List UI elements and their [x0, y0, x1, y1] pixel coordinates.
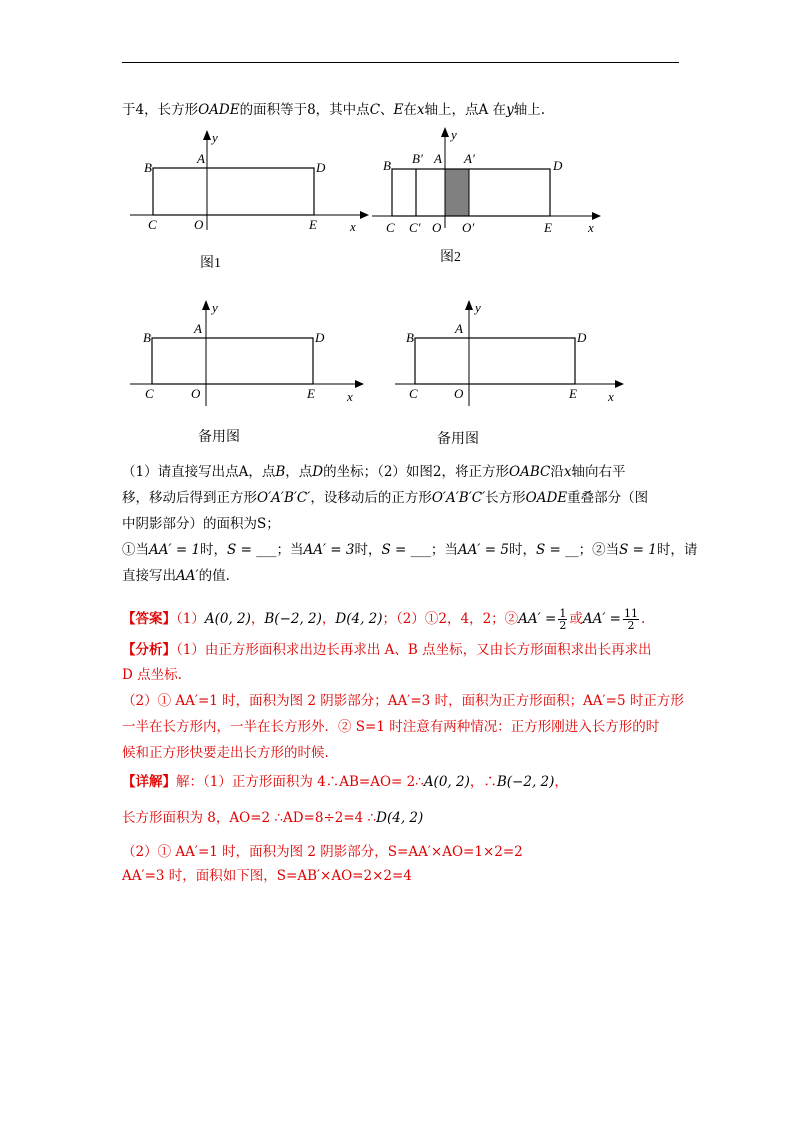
intro-y: y	[506, 102, 514, 118]
figure-1	[120, 130, 380, 275]
question-text: 移，移动后得到正方形	[122, 490, 257, 506]
fig2-label-c: C	[386, 220, 395, 235]
question-text: 时，	[200, 542, 228, 558]
question-text: 沿	[550, 464, 564, 480]
question-text: ，点	[285, 464, 313, 480]
fig1-label-y: y	[212, 130, 218, 145]
detail-tag: 【详解】	[122, 774, 176, 790]
analysis-text: （1）由正方形面积求出边长再求出 A、B 点坐标，又由长方形面积求出长再求出	[176, 642, 652, 658]
fig1-label-b: B	[144, 160, 152, 175]
analysis-text: D 点坐标.	[122, 667, 182, 683]
question-text: 长方形	[485, 490, 526, 506]
detail-text: （2）① AA′=1 时，面积为图 2 阴影部分，S=AA′×AO=1×2=2	[122, 844, 523, 860]
fig2-label-e: E	[544, 220, 552, 235]
fig3-label-a: A	[194, 321, 202, 336]
fig1-label-c: C	[148, 217, 157, 232]
detail-text: ，∴	[469, 774, 497, 790]
analysis-text: 候和正方形快要走出长方形的时候.	[122, 745, 329, 761]
answer-text: （1）	[176, 611, 205, 627]
question-line-5	[122, 566, 692, 586]
detail-line-2	[122, 808, 692, 828]
fig3-label-b: B	[143, 330, 151, 345]
fig1-label-x: x	[350, 219, 356, 234]
fig4-label-b: B	[406, 330, 414, 345]
question-text: ；当	[430, 542, 458, 558]
analysis-text: （2）① AA′=1 时，面积为图 2 阴影部分；AA′=3 时，面积为正方形面积；AA′=5 时正方形	[122, 693, 684, 709]
fig1-label-a: A	[197, 151, 205, 166]
detail-text: 解：（1）正方形面积为 4∴AB=AO= 2∴	[176, 774, 424, 790]
fig1-label-e: E	[309, 217, 317, 232]
intro-point-e: E	[393, 102, 404, 118]
figure-2	[372, 125, 612, 270]
answer-text: ，	[250, 611, 265, 627]
figure-4	[385, 298, 645, 448]
intro-text: 轴上.	[513, 102, 545, 118]
fig4-label-d: D	[577, 330, 587, 345]
question-text: 时，	[508, 542, 536, 558]
fig2-label-y: y	[451, 127, 457, 142]
fig3-label-c: C	[145, 386, 154, 401]
question-math: AA′ = 5	[457, 542, 509, 558]
answer-text: 或	[569, 611, 583, 627]
fig2-label-b: B	[383, 158, 391, 173]
fig2-label-o-prime: O′	[462, 220, 475, 235]
intro-text: 于4，长方形	[122, 102, 199, 118]
fig3-label-d: D	[315, 330, 325, 345]
answer-text: ；（2）①2，4，2；②	[382, 611, 519, 627]
analysis-line-5	[122, 743, 692, 763]
fig4-label-a: A	[455, 321, 463, 336]
question-text: （1）请直接写出点A，点	[122, 464, 276, 480]
question-text: 的值.	[198, 568, 230, 584]
fraction-denominator: 2	[559, 619, 567, 632]
intro-point-c: C	[369, 102, 381, 118]
question-blank: S = ___	[381, 542, 431, 558]
fig3-label-e: E	[307, 386, 315, 401]
fig2-label-c-prime: C′	[409, 220, 421, 235]
fig2-caption: 图2	[440, 250, 461, 265]
fig4-label-x: x	[608, 389, 614, 404]
question-text: 重叠部分（图	[567, 490, 649, 506]
fig2-label-a-prime: A′	[464, 151, 475, 166]
question-text: 中阴影部分）的面积为S；	[122, 516, 280, 532]
fig1-caption: 图1	[200, 256, 221, 271]
question-point: B	[275, 464, 286, 480]
detail-line-4	[122, 866, 692, 886]
answer-point-d: D(4, 2)	[335, 611, 383, 627]
question-blank: S = ___	[227, 542, 277, 558]
fig2-label-o: O	[432, 220, 442, 235]
detail-text: ，	[554, 774, 568, 790]
detail-point-b: B(−2, 2)	[496, 774, 555, 790]
analysis-line-4	[122, 717, 692, 737]
analysis-tag: 【分析】	[122, 642, 176, 658]
question-square: OABC	[509, 464, 551, 480]
header-rule	[122, 62, 679, 63]
question-text: ；当	[276, 542, 304, 558]
figure-3	[120, 298, 380, 448]
question-text: ，设移动后的正方形	[310, 490, 432, 506]
fraction-numerator: 11	[624, 607, 638, 620]
question-square: O′A′B′C′	[431, 490, 486, 506]
detail-text: AA′=3 时，面积如下图，S=AB′×AO=2×2=4	[122, 868, 412, 884]
answer-tag: 【答案】	[122, 611, 176, 627]
fig4-label-e: E	[569, 386, 577, 401]
question-line-1	[122, 462, 692, 482]
fraction-numerator: 1	[559, 607, 567, 620]
question-math: AA′	[176, 568, 199, 584]
question-line-4	[122, 540, 698, 560]
analysis-text: 一半在长方形内，一半在长方形外．② S=1 时注意有两种情况：正方形刚进入长方形的时	[122, 719, 660, 735]
fraction-denominator: 2	[627, 619, 635, 632]
analysis-line-2	[122, 665, 692, 685]
question-text: 的坐标；（2）如图2，将正方形	[323, 464, 510, 480]
question-text: 时，请	[656, 542, 698, 558]
detail-line-3	[122, 842, 692, 862]
fig4-label-y: y	[475, 300, 481, 315]
fig4-label-o: O	[454, 386, 464, 401]
fig3-label-x: x	[347, 389, 353, 404]
intro-line	[122, 100, 692, 120]
answer-math: AA′ =	[518, 611, 557, 627]
question-text: 时，	[354, 542, 382, 558]
fig2-label-a: A	[434, 151, 442, 166]
intro-text: 的面积等于8，其中点	[239, 102, 370, 118]
intro-x: x	[416, 102, 425, 118]
answer-line	[122, 605, 692, 633]
intro-text: 轴上，点A 在	[424, 102, 507, 118]
question-blank: S = __	[535, 542, 579, 558]
analysis-line-3	[122, 691, 692, 711]
fig4-caption: 备用图	[437, 432, 479, 447]
question-text: ；②当	[578, 542, 620, 558]
analysis-line-1	[122, 640, 692, 660]
detail-point-d: D(4, 2)	[376, 810, 424, 826]
fig1-label-o: O	[194, 217, 204, 232]
answer-point-b: B(−2, 2)	[264, 611, 322, 627]
answer-fraction-2	[623, 608, 639, 631]
question-square: O′A′B′C′	[257, 490, 311, 506]
fig3-label-y: y	[212, 300, 218, 315]
question-line-3	[122, 514, 692, 534]
question-x: x	[563, 464, 572, 480]
fig3-label-o: O	[191, 386, 201, 401]
question-text: 直接写出	[122, 568, 176, 584]
detail-text: 长方形面积为 8，AO=2 ∴AD=8÷2=4 ∴	[122, 810, 377, 826]
answer-point-a: A(0, 2)	[204, 611, 251, 627]
intro-text: 在	[403, 102, 417, 118]
detail-point-a: A(0, 2)	[423, 774, 470, 790]
question-math: AA′ = 3	[303, 542, 355, 558]
fig1-label-d: D	[316, 160, 326, 175]
answer-text: .	[641, 611, 646, 627]
fig4-label-c: C	[409, 386, 418, 401]
question-point: D	[312, 464, 324, 480]
detail-line-1	[122, 772, 692, 792]
question-text: 轴向右平	[571, 464, 626, 480]
answer-text: ，	[321, 611, 336, 627]
question-line-2	[122, 488, 692, 508]
question-text: ①当	[122, 542, 149, 558]
question-math: AA′ = 1	[149, 542, 201, 558]
intro-text: 、	[380, 102, 394, 118]
fig3-caption: 备用图	[198, 430, 240, 445]
answer-math: AA′ =	[582, 611, 621, 627]
answer-fraction-1	[558, 608, 567, 631]
fig2-label-d: D	[553, 158, 563, 173]
fig2-label-x: x	[588, 220, 594, 235]
fig2-label-b-prime: B′	[412, 151, 423, 166]
question-rect: OADE	[525, 490, 568, 506]
intro-rect: OADE	[198, 102, 240, 118]
question-math: S = 1	[619, 542, 657, 558]
